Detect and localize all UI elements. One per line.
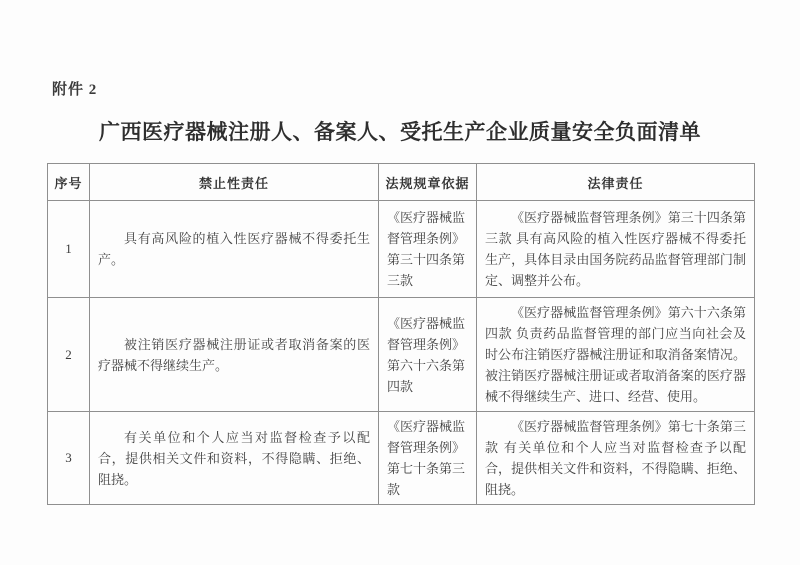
- cell-prohibition: [90, 201, 379, 298]
- cell-regulatory-basis: [379, 298, 477, 412]
- header-regulatory-basis: 法规规章依据: [379, 164, 477, 201]
- cell-regulatory-basis: [379, 412, 477, 505]
- page-title: 广西医疗器械注册人、备案人、受托生产企业质量安全负面清单: [99, 120, 701, 144]
- prohibition-text: 被注销医疗器械注册证或者取消备案的医疗器械不得继续生产。: [98, 336, 370, 373]
- header-prohibited-responsibility: 禁止性责任: [90, 164, 379, 201]
- table-row: [48, 298, 755, 412]
- cell-regulatory-basis: [379, 201, 477, 298]
- table-header-row: [48, 164, 755, 201]
- negative-list-table: [47, 163, 755, 505]
- prohibition-text: 有关单位和个人应当对监督检查予以配合，提供相关文件和资料，不得隐瞒、拒绝、阻挠。: [98, 429, 370, 487]
- liability-text: 《医疗器械监督管理条例》第三十四条第三款 具有高风险的植入性医疗器械不得委托生产，具体目录由国务院药品监督管理部门制定、调整并公布。: [485, 209, 746, 289]
- cell-serial-number: 3: [48, 412, 90, 505]
- attachment-label: 附件 2: [52, 82, 98, 98]
- cell-prohibition: [90, 412, 379, 505]
- cell-prohibition: [90, 298, 379, 412]
- cell-serial-number: 1: [48, 201, 90, 298]
- prohibition-text: 具有高风险的植入性医疗器械不得委托生产。: [98, 230, 370, 267]
- basis-text: 《医疗器械监督管理条例》第三十四条第三款: [387, 209, 466, 289]
- liability-text: 《医疗器械监督管理条例》第六十六条第四款 负责药品监督管理的部门应当向社会及时公布注销医疗器械注册证和取消备案情况。被注销医疗器械注册证或者取消备案的医疗器械不得继续生产、进口、经营、使用。: [485, 305, 746, 405]
- header-serial-number: 序号: [48, 164, 90, 201]
- basis-text: 《医疗器械监督管理条例》第七十条第三款: [387, 419, 466, 498]
- cell-legal-liability: [477, 298, 755, 412]
- table-row: [48, 412, 755, 505]
- header-legal-liability: 法律责任: [477, 164, 755, 201]
- table-row: [48, 201, 755, 298]
- cell-legal-liability: [477, 201, 755, 298]
- cell-serial-number: 2: [48, 298, 90, 412]
- cell-legal-liability: [477, 412, 755, 505]
- liability-text: 《医疗器械监督管理条例》第七十条第三款 有关单位和个人应当对监督检查予以配合，提供相关文件和资料，不得隐瞒、拒绝、阻挠。: [485, 419, 746, 498]
- basis-text: 《医疗器械监督管理条例》第六十六条第四款: [387, 315, 466, 394]
